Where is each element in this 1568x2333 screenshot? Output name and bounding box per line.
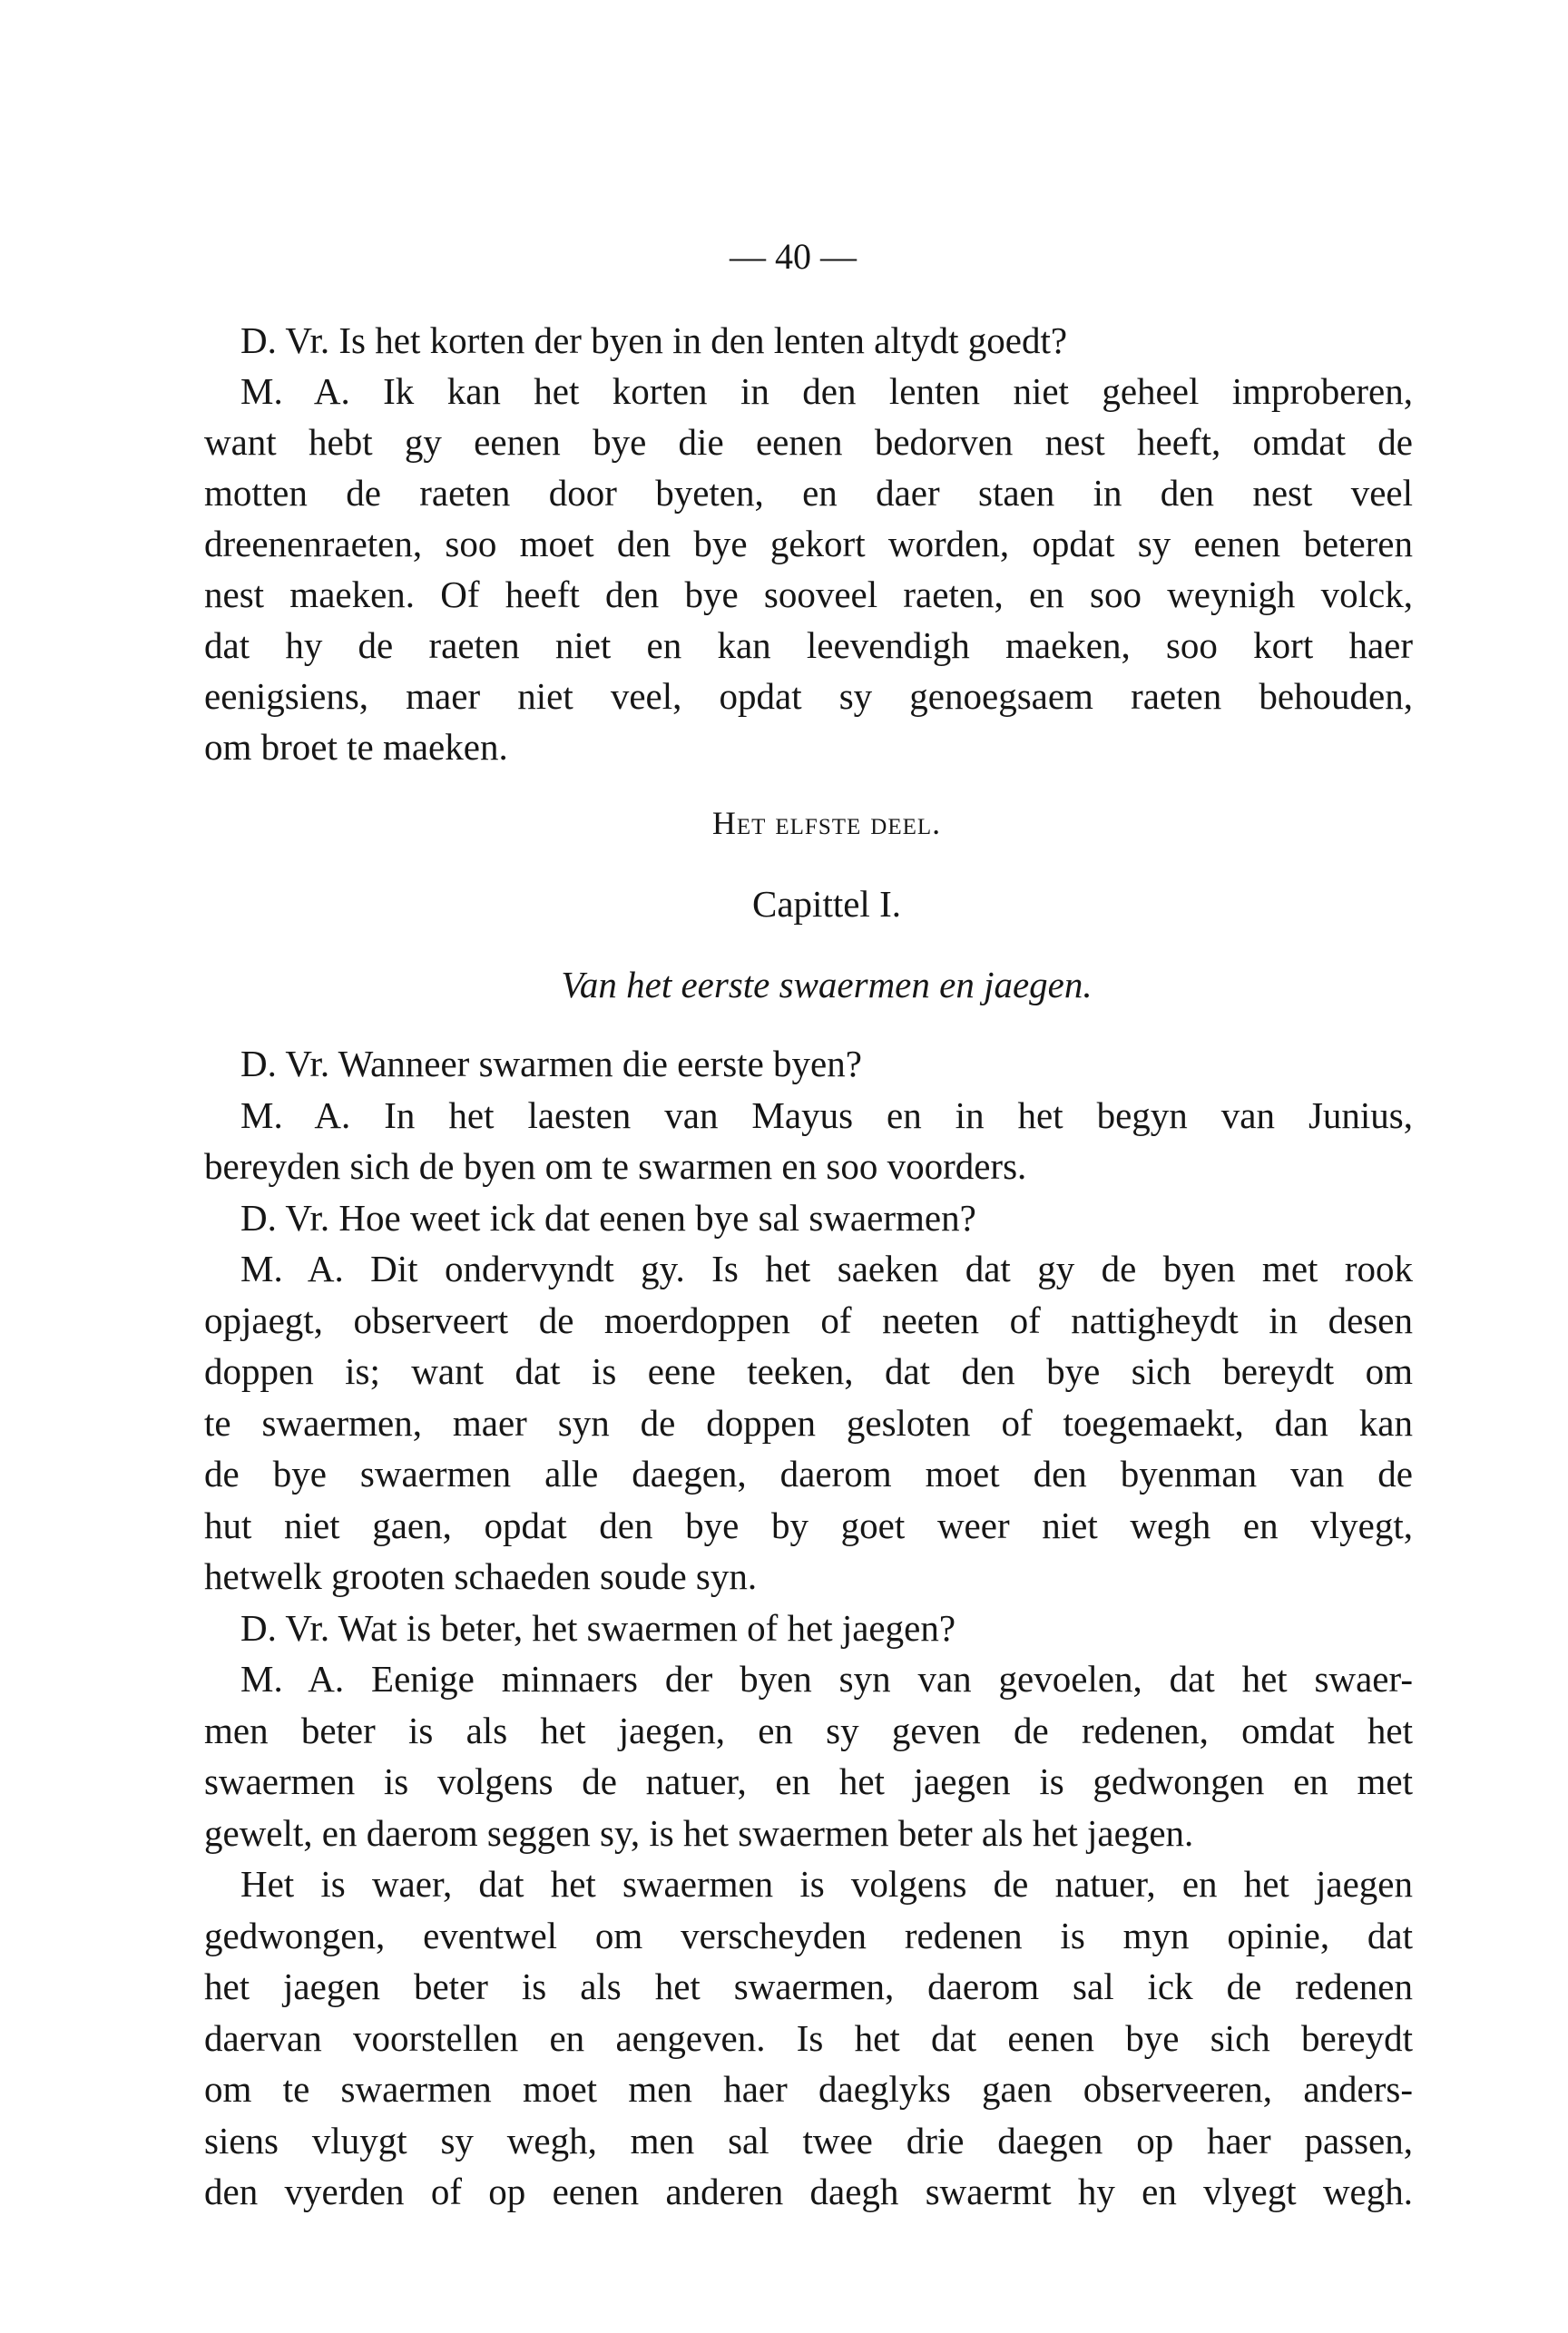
part-heading: Het elfste deel. — [711, 805, 942, 841]
text-line: om te swaermen moet men haer daeglyks gaen observeeren, anders- — [204, 2068, 1413, 2110]
text-line: swaermen is volgens de natuer, en het jaegen is gedwongen en met — [204, 1760, 1413, 1802]
text-line: D. Vr. Hoe weet ick dat eenen bye sal swaermen? — [240, 1196, 976, 1239]
text-line: D. Vr. Wanneer swarmen die eerste byen? — [240, 1043, 862, 1084]
text-line: gedwongen, eventwel om verscheyden redenen is myn opinie, dat — [204, 1914, 1413, 1956]
text-section-after — [204, 1038, 1413, 2218]
paragraph — [204, 1653, 1413, 1858]
text-line: gewelt, en daerom seggen sy, is het swaermen beter als het jaegen. — [204, 1811, 1194, 1854]
paragraph — [204, 315, 1413, 366]
paragraph — [204, 1038, 1413, 1090]
text-line: M. A. Eenige minnaers der byen syn van gevoelen, dat het swaer- — [240, 1658, 1413, 1700]
text-line: M. A. Dit ondervyndt gy. Is het saeken dat gy de byen met rook — [240, 1248, 1413, 1289]
paragraph — [204, 1090, 1413, 1192]
text-line: siens vluygt sy wegh, men sal twee drie daegen op haer passen, — [204, 2119, 1413, 2161]
page-number: — 40 — — [730, 236, 857, 277]
paragraph — [204, 366, 1413, 772]
text-line: om broet te maeken. — [204, 726, 508, 768]
text-line: de bye swaermen alle daegen, daerom moet den byenman van de — [204, 1453, 1413, 1495]
text-line: dreenenraeten, soo moet den bye gekort worden, opdat sy eenen beteren — [204, 523, 1413, 564]
text-line: M. A. In het laesten van Mayus en in het begyn van Junius, — [240, 1093, 1413, 1136]
text-line: bereyden sich de byen om te swarmen en soo voorders. — [204, 1145, 1027, 1187]
text-line: want hebt gy eenen bye die eenen bedorven nest heeft, omdat de — [204, 421, 1413, 463]
text-line: motten de raeten door byeten, en daer staen in den nest veel — [204, 472, 1413, 514]
text-line: Het is waer, dat het swaermen is volgens de natuer, en het jaegen — [240, 1863, 1413, 1905]
chapter-heading: Capittel I. — [752, 883, 901, 925]
chapter-title: Van het eerste swaermen en jaegen. — [561, 964, 1093, 1005]
text-line: het jaegen beter is als het swaermen, daerom sal ick de redenen — [204, 1965, 1413, 2007]
text-line: te swaermen, maer syn de doppen gesloten of toegemaekt, dan kan — [204, 1401, 1413, 1444]
paragraph — [204, 1603, 1413, 1654]
text-line: den vyerden of op eenen anderen daegh swaermt hy en vlyegt wegh. — [204, 2171, 1413, 2212]
text-line: M. A. Ik kan het korten in den lenten niet geheel improberen, — [240, 370, 1413, 412]
paragraph — [204, 1243, 1413, 1603]
paragraph — [204, 1858, 1413, 2218]
text-line: doppen is; want dat is eene teeken, dat den bye sich bereydt om — [204, 1350, 1413, 1392]
text-line: hut niet gaen, opdat den bye by goet weer niet wegh en vlyegt, — [204, 1504, 1413, 1546]
text-line: hetwelk grooten schaeden soude syn. — [204, 1555, 758, 1597]
text-line: nest maeken. Of heeft den bye sooveel raeten, en soo weynigh volck, — [204, 573, 1413, 615]
text-section-before — [204, 315, 1413, 772]
text-line: eenigsiens, maer niet veel, opdat sy genoegsaem raeten behouden, — [204, 675, 1413, 717]
text-line: dat hy de raeten niet en kan leevendigh maeken, soo kort haer — [204, 624, 1413, 666]
text-line: D. Vr. Is het korten der byen in den lenten altydt goedt? — [240, 319, 1068, 361]
text-line: men beter is als het jaegen, en sy geven de redenen, omdat het — [204, 1709, 1413, 1751]
paragraph — [204, 1192, 1413, 1244]
text-line: daervan voorstellen en aengeven. Is het dat eenen bye sich bereydt — [204, 2016, 1413, 2059]
text-line: D. Vr. Wat is beter, het swaermen of het jaegen? — [240, 1606, 956, 1649]
text-line: opjaegt, observeert de moerdoppen of neeten of nattigheydt in desen — [204, 1299, 1413, 1341]
